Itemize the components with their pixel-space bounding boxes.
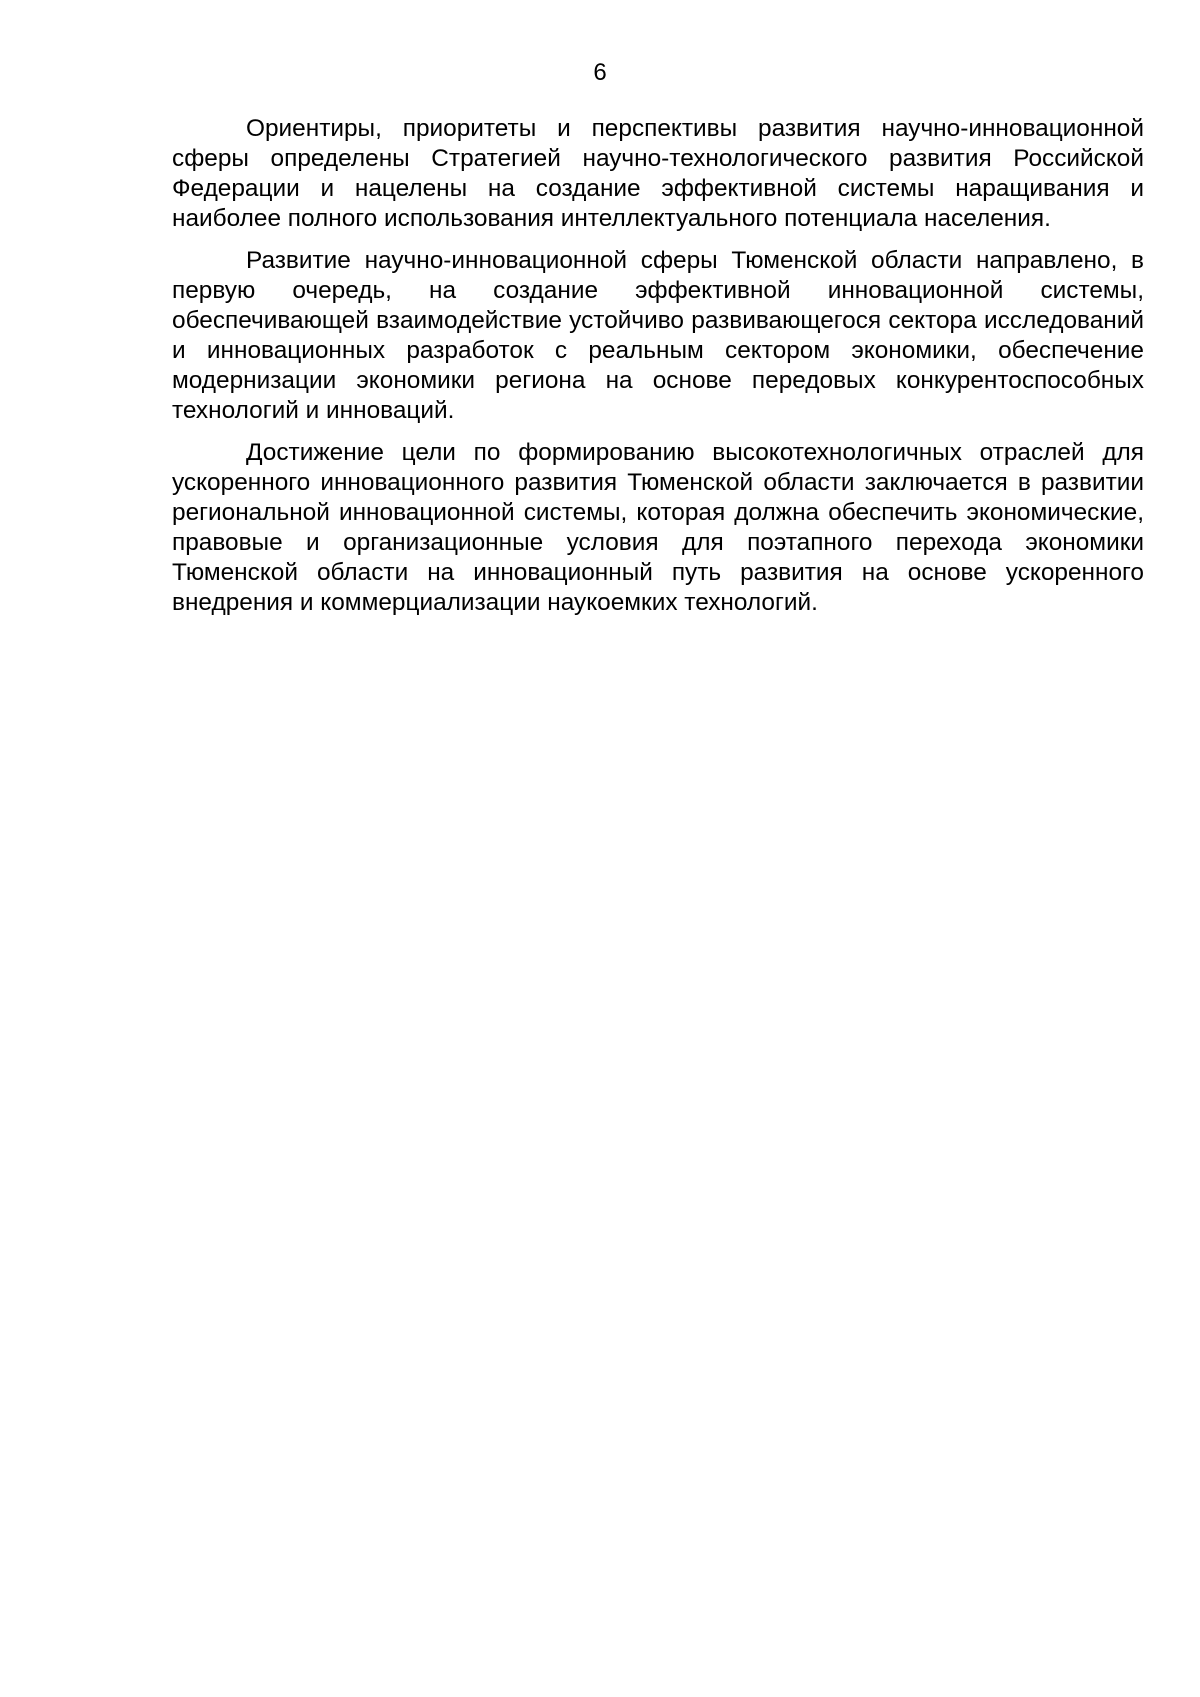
paragraph-guidelines: Ориентиры, приоритеты и перспективы развития научно-инновационной сферы определены Стратегией научно-технологического развития Российской Федерации и нацелены на создание эффективной системы наращивания и наиболее полного использования интеллектуального потенциала населения. (172, 115, 1144, 232)
paragraph-development: Развитие научно-инновационной сферы Тюменской области направлено, в первую очередь, на создание эффективной инновационной системы, обеспечивающей взаимодействие устойчиво развивающегося сектора исследований и инновационных разработок с реальным сектором экономики, обеспечение модернизации экономики региона на основе передовых конкурентоспособных технологий и инноваций. (172, 247, 1144, 424)
document-body (172, 114, 1144, 630)
page-number: 6 (593, 59, 607, 86)
paragraph-goal: Достижение цели по формированию высокотехнологичных отраслей для ускоренного инновационного развития Тюменской области заключается в развитии региональной инновационной системы, которая должна обеспечить экономические, правовые и организационные условия для поэтапного перехода экономики Тюменской области на инновационный путь развития на основе ускоренного внедрения и коммерциализации наукоемких технологий. (172, 439, 1144, 616)
